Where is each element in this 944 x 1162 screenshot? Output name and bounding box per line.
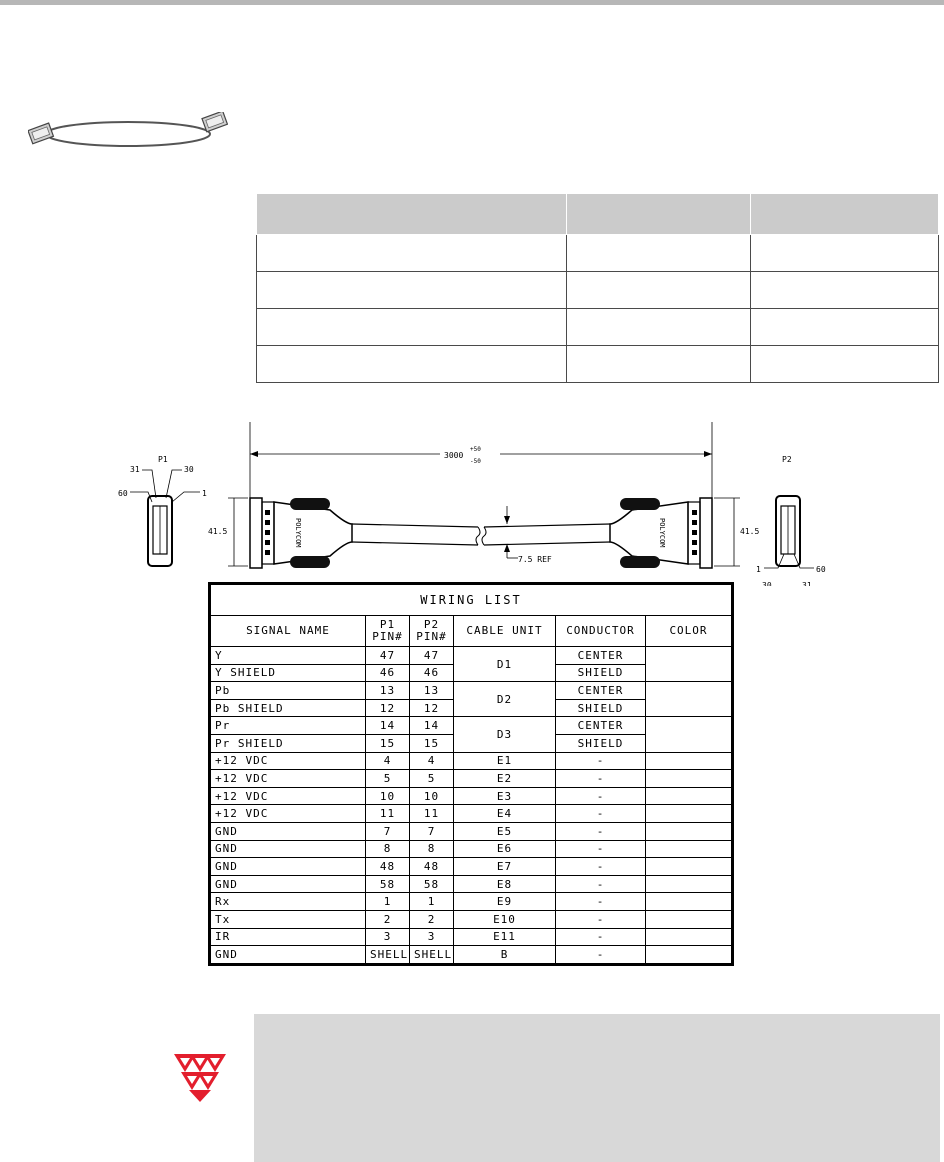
spec-row bbox=[257, 235, 939, 272]
cell-conductor: - bbox=[556, 858, 646, 876]
cable-dim: 7.5 REF bbox=[518, 555, 552, 564]
cell-cable: E8 bbox=[454, 875, 556, 893]
cell-conductor: SHIELD bbox=[556, 734, 646, 752]
cell-color bbox=[646, 752, 732, 770]
wiring-row bbox=[211, 647, 732, 665]
cell-signal: Pr bbox=[211, 717, 366, 735]
cell-p1: 46 bbox=[366, 664, 410, 682]
cell-conductor: - bbox=[556, 928, 646, 946]
top-rule bbox=[0, 0, 944, 5]
cell-p2: 58 bbox=[410, 875, 454, 893]
cell-conductor: - bbox=[556, 893, 646, 911]
p1-height-dim: 41.5 bbox=[208, 527, 228, 536]
cell-signal: IR bbox=[211, 928, 366, 946]
header-signal-name: SIGNAL NAME bbox=[211, 616, 366, 647]
cell-signal: Y bbox=[211, 647, 366, 665]
spec-row bbox=[257, 346, 939, 383]
wiring-list-title: WIRING LIST bbox=[211, 585, 732, 616]
header-p2-pin: P2 PIN# bbox=[410, 616, 454, 647]
cell-conductor: SHIELD bbox=[556, 664, 646, 682]
cell-p1: 2 bbox=[366, 910, 410, 928]
cell-conductor: - bbox=[556, 752, 646, 770]
wiring-row bbox=[211, 858, 732, 876]
cell-cable: E3 bbox=[454, 787, 556, 805]
cell-cable: D1 bbox=[454, 647, 556, 682]
wiring-row bbox=[211, 910, 732, 928]
cell-signal: GND bbox=[211, 875, 366, 893]
cell-color bbox=[646, 910, 732, 928]
cell-signal: Pb SHIELD bbox=[211, 699, 366, 717]
cell-p1: 11 bbox=[366, 805, 410, 823]
cell-p2: 4 bbox=[410, 752, 454, 770]
cell-cable: E1 bbox=[454, 752, 556, 770]
cell-p2: 46 bbox=[410, 664, 454, 682]
cell-cable: E2 bbox=[454, 770, 556, 788]
p2-pin-60: 60 bbox=[816, 565, 826, 574]
cell-p2: 47 bbox=[410, 647, 454, 665]
cell-cable: E7 bbox=[454, 858, 556, 876]
header-conductor: CONDUCTOR bbox=[556, 616, 646, 647]
cell-conductor: - bbox=[556, 910, 646, 928]
spec-table bbox=[256, 193, 939, 383]
cell-signal: Pr SHIELD bbox=[211, 734, 366, 752]
cell-p2: 8 bbox=[410, 840, 454, 858]
cell-p1: 58 bbox=[366, 875, 410, 893]
cell-p1: 12 bbox=[366, 699, 410, 717]
cell-color bbox=[646, 770, 732, 788]
wiring-row bbox=[211, 893, 732, 911]
cell-p1: 14 bbox=[366, 717, 410, 735]
cell-color bbox=[646, 717, 732, 752]
cell-p1: 13 bbox=[366, 682, 410, 700]
right-brand-mark: POLYCOM bbox=[658, 518, 666, 548]
spec-row bbox=[257, 272, 939, 309]
p2-pin-30: 30 bbox=[762, 581, 772, 586]
cell-signal: Pb bbox=[211, 682, 366, 700]
cell-p2: 14 bbox=[410, 717, 454, 735]
cell-conductor: CENTER bbox=[556, 717, 646, 735]
cell-conductor: - bbox=[556, 805, 646, 823]
cell-cable: E6 bbox=[454, 840, 556, 858]
header-color: COLOR bbox=[646, 616, 732, 647]
spec-table-header bbox=[257, 194, 939, 235]
cell-signal: GND bbox=[211, 946, 366, 964]
cell-cable: E9 bbox=[454, 893, 556, 911]
cell-p1: 5 bbox=[366, 770, 410, 788]
spec-row bbox=[257, 309, 939, 346]
wiring-row bbox=[211, 752, 732, 770]
cell-p2: 48 bbox=[410, 858, 454, 876]
p1-pin-60: 60 bbox=[118, 489, 128, 498]
cell-p1: 48 bbox=[366, 858, 410, 876]
cell-p2: 12 bbox=[410, 699, 454, 717]
cell-p1: 3 bbox=[366, 928, 410, 946]
cell-p2: 5 bbox=[410, 770, 454, 788]
wiring-row bbox=[211, 717, 732, 735]
cell-conductor: - bbox=[556, 840, 646, 858]
cell-signal: +12 VDC bbox=[211, 770, 366, 788]
cell-p1: 4 bbox=[366, 752, 410, 770]
p2-pin-31: 31 bbox=[802, 581, 812, 586]
cell-color bbox=[646, 928, 732, 946]
cell-signal: Rx bbox=[211, 893, 366, 911]
cell-p2: SHELL bbox=[410, 946, 454, 964]
cell-signal: GND bbox=[211, 858, 366, 876]
spec-header-cell bbox=[567, 194, 751, 235]
cell-p2: 2 bbox=[410, 910, 454, 928]
cell-conductor: - bbox=[556, 787, 646, 805]
cell-color bbox=[646, 682, 732, 717]
spec-header-cell bbox=[751, 194, 939, 235]
cell-cable: D2 bbox=[454, 682, 556, 717]
wiring-row bbox=[211, 840, 732, 858]
cell-p2: 10 bbox=[410, 787, 454, 805]
length-tol-minus: -50 bbox=[470, 458, 481, 465]
cell-signal: GND bbox=[211, 822, 366, 840]
cell-signal: Tx bbox=[211, 910, 366, 928]
cell-p2: 1 bbox=[410, 893, 454, 911]
p2-height-dim: 41.5 bbox=[740, 527, 760, 536]
cell-p2: 7 bbox=[410, 822, 454, 840]
cell-signal: +12 VDC bbox=[211, 752, 366, 770]
wiring-row bbox=[211, 682, 732, 700]
cell-cable: E10 bbox=[454, 910, 556, 928]
length-tol-plus: +50 bbox=[470, 446, 481, 453]
note-box bbox=[254, 1014, 940, 1162]
cell-p1: 47 bbox=[366, 647, 410, 665]
wiring-row bbox=[211, 875, 732, 893]
cell-conductor: - bbox=[556, 946, 646, 964]
cell-cable: B bbox=[454, 946, 556, 964]
cell-color bbox=[646, 822, 732, 840]
cell-conductor: - bbox=[556, 822, 646, 840]
cell-p1: 10 bbox=[366, 787, 410, 805]
wiring-list-header-row bbox=[211, 616, 732, 647]
p1-pin-30: 30 bbox=[184, 465, 194, 474]
cell-p1: 1 bbox=[366, 893, 410, 911]
header-p1-pin: P1 PIN# bbox=[366, 616, 410, 647]
spec-header-cell bbox=[257, 194, 567, 235]
cell-cable: E4 bbox=[454, 805, 556, 823]
cell-p2: 15 bbox=[410, 734, 454, 752]
p2-pin-1: 1 bbox=[756, 565, 761, 574]
cell-p1: 8 bbox=[366, 840, 410, 858]
cell-conductor: SHIELD bbox=[556, 699, 646, 717]
cell-color bbox=[646, 893, 732, 911]
cell-p1: SHELL bbox=[366, 946, 410, 964]
wiring-row bbox=[211, 946, 732, 964]
cell-color bbox=[646, 805, 732, 823]
cell-p1: 7 bbox=[366, 822, 410, 840]
cell-p1: 15 bbox=[366, 734, 410, 752]
cell-cable: E5 bbox=[454, 822, 556, 840]
cell-signal: GND bbox=[211, 840, 366, 858]
p1-label: P1 bbox=[158, 455, 168, 464]
cell-signal: Y SHIELD bbox=[211, 664, 366, 682]
wiring-row bbox=[211, 770, 732, 788]
wiring-row bbox=[211, 928, 732, 946]
cell-color bbox=[646, 875, 732, 893]
wiring-row bbox=[211, 822, 732, 840]
header-cable-unit: CABLE UNIT bbox=[454, 616, 556, 647]
wiring-list-table bbox=[208, 582, 734, 966]
cell-conductor: - bbox=[556, 770, 646, 788]
cable-drawing bbox=[100, 406, 860, 591]
cell-p2: 3 bbox=[410, 928, 454, 946]
length-dim: 3000 bbox=[444, 451, 464, 460]
cell-p2: 13 bbox=[410, 682, 454, 700]
cell-color bbox=[646, 946, 732, 964]
cell-cable: E11 bbox=[454, 928, 556, 946]
p2-label: P2 bbox=[782, 455, 792, 464]
cell-conductor: CENTER bbox=[556, 682, 646, 700]
polycom-triangles-icon bbox=[170, 1044, 230, 1109]
cell-color bbox=[646, 840, 732, 858]
left-brand-mark: POLYCOM bbox=[294, 518, 302, 548]
cell-cable: D3 bbox=[454, 717, 556, 752]
wiring-row bbox=[211, 787, 732, 805]
cell-color bbox=[646, 787, 732, 805]
cell-conductor: - bbox=[556, 875, 646, 893]
p1-pin-31: 31 bbox=[130, 465, 140, 474]
cell-color bbox=[646, 858, 732, 876]
cell-signal: +12 VDC bbox=[211, 787, 366, 805]
cell-signal: +12 VDC bbox=[211, 805, 366, 823]
cell-conductor: CENTER bbox=[556, 647, 646, 665]
wiring-list-body bbox=[211, 647, 732, 964]
cell-color bbox=[646, 647, 732, 682]
wiring-row bbox=[211, 805, 732, 823]
cell-p2: 11 bbox=[410, 805, 454, 823]
cable-icon bbox=[28, 112, 228, 157]
p1-pin-1: 1 bbox=[202, 489, 207, 498]
